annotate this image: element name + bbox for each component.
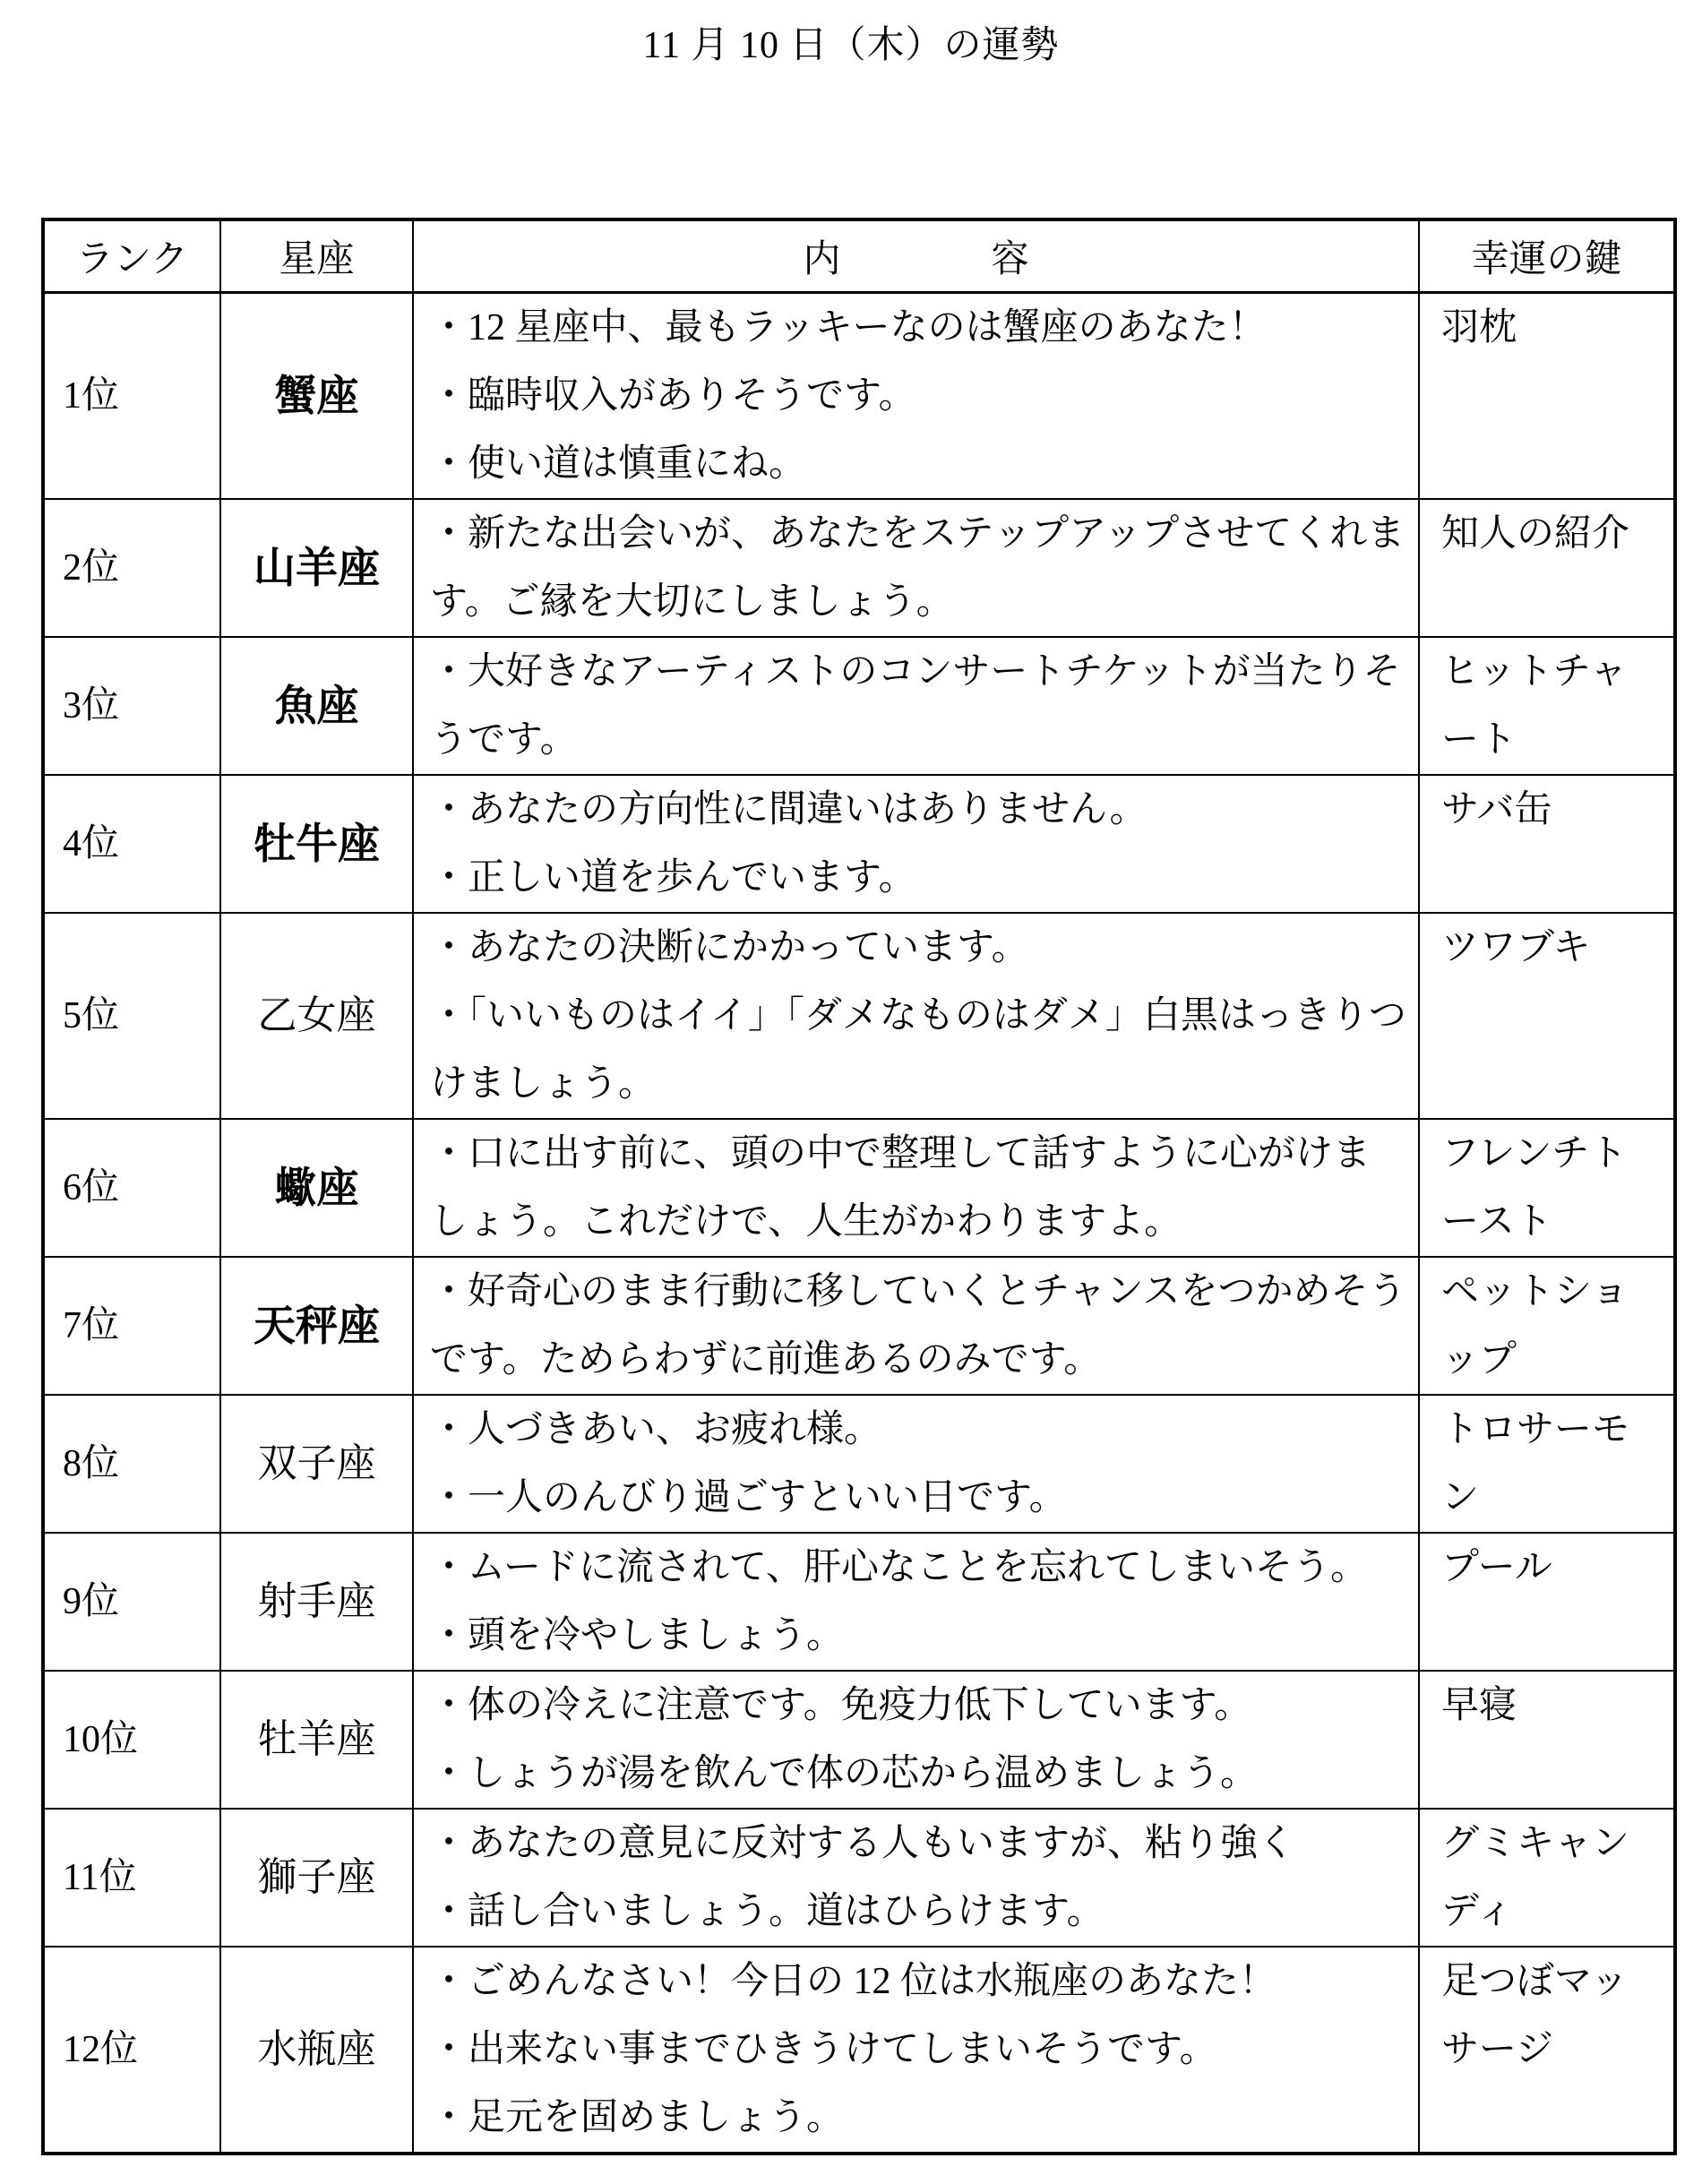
content-cell [413, 293, 1419, 500]
zodiac-sign-cell: 蟹座 [220, 293, 413, 500]
zodiac-sign-cell: 蠍座 [220, 1119, 413, 1257]
rank-cell: 5位 [43, 913, 220, 1119]
content-line: ・好奇心のまま行動に移していくとチャンスをつかめそうです。ためらわずに前進あるのみです。 [430, 1271, 1406, 1380]
lucky-key-cell: 足つぼマッサージ [1419, 1947, 1675, 2154]
table-body [43, 293, 1675, 2154]
lucky-key-cell: 知人の紹介 [1419, 499, 1675, 637]
content-cell [413, 637, 1419, 775]
page-title: 11 月 10 日（木）の運勢 [642, 25, 1060, 66]
rank-cell: 1位 [43, 293, 220, 500]
fortune-table [41, 218, 1677, 2155]
content-line: ・あなたの意見に反対する人もいますが、粘り強く [430, 1823, 1296, 1864]
lucky-key-cell: 羽枕 [1419, 293, 1675, 500]
table-row [43, 1395, 1675, 1533]
zodiac-sign-cell: 双子座 [220, 1395, 413, 1533]
lucky-key-cell: フレンチトースト [1419, 1119, 1675, 1257]
table-row [43, 913, 1675, 1119]
table-row [43, 293, 1675, 500]
rank-cell: 9位 [43, 1533, 220, 1671]
lucky-key-cell: ヒットチャート [1419, 637, 1675, 775]
lucky-key-cell: グミキャンディ [1419, 1809, 1675, 1947]
table-header-row [43, 219, 1675, 293]
rank-cell: 2位 [43, 499, 220, 637]
content-line: ・一人のんびり過ごすといい日です。 [430, 1477, 1067, 1518]
rank-cell: 4位 [43, 775, 220, 913]
content-line: ・12 星座中、最もラッキーなのは蟹座のあなた！ [430, 307, 1267, 348]
content-line: ・正しい道を歩んでいます。 [430, 857, 916, 899]
content-line: ・出来ない事までひきうけてしまいそうです。 [430, 2029, 1217, 2070]
zodiac-sign-cell: 水瓶座 [220, 1947, 413, 2154]
lucky-key-cell: 早寝 [1419, 1671, 1675, 1809]
table-row [43, 1257, 1675, 1395]
content-cell [413, 775, 1419, 913]
lucky-key-cell: サバ缶 [1419, 775, 1675, 913]
content-line: ・あなたの決断にかかっています。 [430, 927, 1029, 968]
content-line: ・しょうが湯を飲んで体の芯から温めましょう。 [430, 1753, 1259, 1794]
zodiac-sign-cell: 牡牛座 [220, 775, 413, 913]
content-line: ・口に出す前に、頭の中で整理して話すように心がけましょう。これだけで、人生がかわりますよ。 [430, 1133, 1371, 1242]
table-row [43, 637, 1675, 775]
zodiac-sign-cell: 乙女座 [220, 913, 413, 1119]
rank-cell: 7位 [43, 1257, 220, 1395]
zodiac-sign-cell: 魚座 [220, 637, 413, 775]
lucky-key-cell: ペットショップ [1419, 1257, 1675, 1395]
content-line: ・使い道は慎重にね。 [430, 443, 807, 485]
content-line: ・体の冷えに注意です。免疫力低下しています。 [430, 1685, 1252, 1726]
rank-cell: 8位 [43, 1395, 220, 1533]
content-line: ・あなたの方向性に間違いはありません。 [430, 789, 1148, 830]
content-cell [413, 1395, 1419, 1533]
content-line: ・臨時収入がありそうです。 [430, 375, 916, 417]
table-row [43, 1533, 1675, 1671]
table-row [43, 1671, 1675, 1809]
rank-cell: 3位 [43, 637, 220, 775]
content-cell [413, 1671, 1419, 1809]
rank-cell: 12位 [43, 1947, 220, 2154]
content-cell [413, 1533, 1419, 1671]
zodiac-sign-cell: 獅子座 [220, 1809, 413, 1947]
content-line: ・足元を固めましょう。 [430, 2097, 845, 2138]
content-cell [413, 1947, 1419, 2154]
header-content: 内 容 [413, 219, 1419, 293]
table-row [43, 1947, 1675, 2154]
content-line: ・ごめんなさい！今日の 12 位は水瓶座のあなた！ [430, 1961, 1277, 2002]
table-row [43, 1119, 1675, 1257]
content-line: ・ムードに流されて、肝心なことを忘れてしまいそう。 [430, 1547, 1369, 1588]
content-cell [413, 1257, 1419, 1395]
table-row [43, 775, 1675, 913]
table-row [43, 1809, 1675, 1947]
zodiac-sign-cell: 射手座 [220, 1533, 413, 1671]
zodiac-sign-cell: 牡羊座 [220, 1671, 413, 1809]
content-line: ・「いいものはイイ」「ダメなものはダメ」白黒はっきりつけましょう。 [430, 995, 1406, 1105]
content-line: ・頭を冷やしましょう。 [430, 1615, 845, 1656]
rank-cell: 10位 [43, 1671, 220, 1809]
lucky-key-cell: トロサーモン [1419, 1395, 1675, 1533]
content-cell [413, 1809, 1419, 1947]
content-line: ・人づきあい、お疲れ様。 [430, 1409, 882, 1450]
lucky-key-cell: ツワブキ [1419, 913, 1675, 1119]
content-line: ・大好きなアーティストのコンサートチケットが当たりそうです。 [430, 651, 1401, 761]
header-sign: 星座 [220, 219, 413, 293]
table-row [43, 499, 1675, 637]
content-cell [413, 913, 1419, 1119]
lucky-key-cell: プール [1419, 1533, 1675, 1671]
header-lucky-key: 幸運の鍵 [1419, 219, 1675, 293]
content-cell [413, 499, 1419, 637]
content-line: ・新たな出会いが、あなたをステップアップさせてくれます。ご縁を大切にしましょう。 [430, 513, 1405, 623]
zodiac-sign-cell: 天秤座 [220, 1257, 413, 1395]
rank-cell: 6位 [43, 1119, 220, 1257]
rank-cell: 11位 [43, 1809, 220, 1947]
zodiac-sign-cell: 山羊座 [220, 499, 413, 637]
header-rank: ランク [43, 219, 220, 293]
content-line: ・話し合いましょう。道はひらけます。 [430, 1891, 1105, 1932]
content-cell [413, 1119, 1419, 1257]
